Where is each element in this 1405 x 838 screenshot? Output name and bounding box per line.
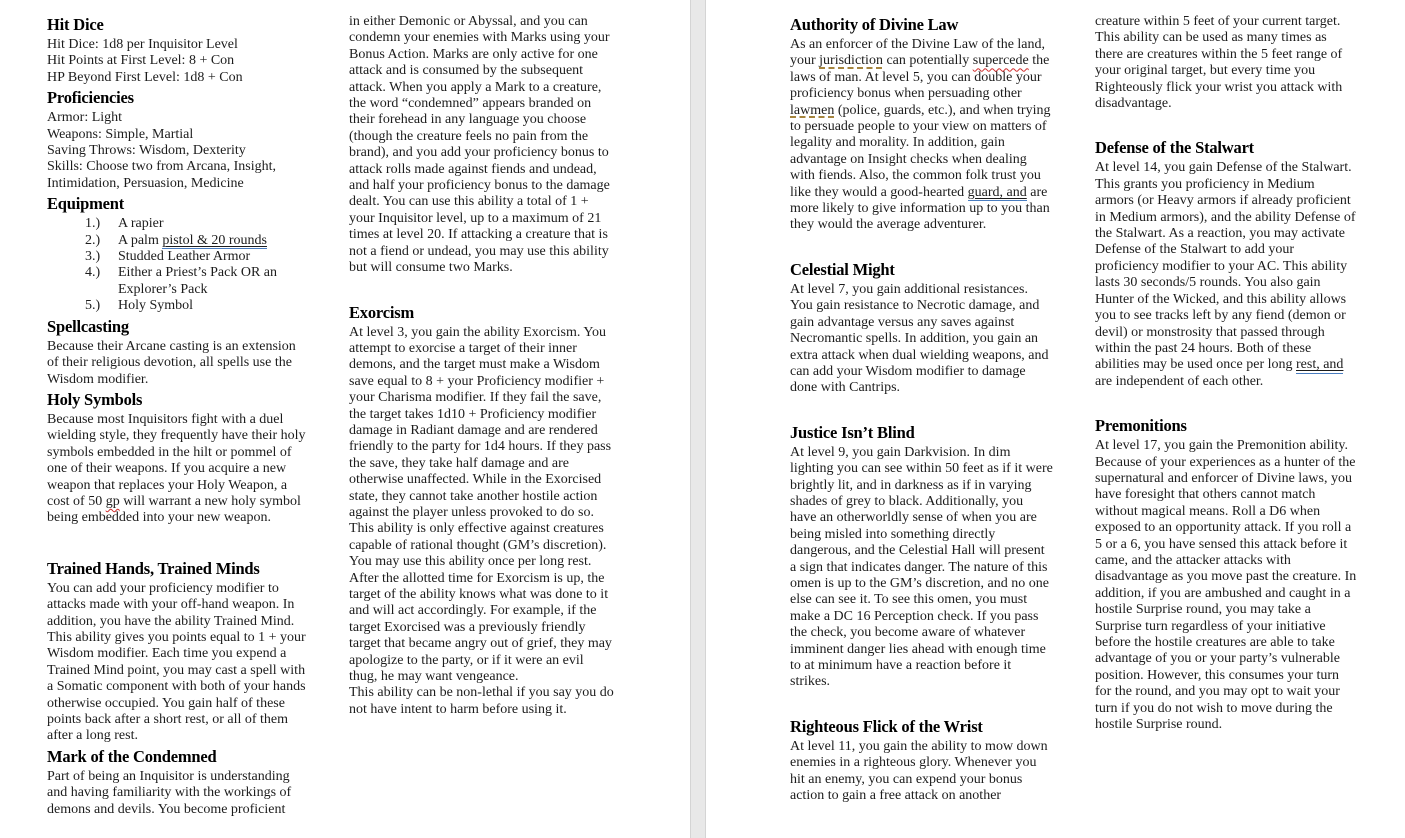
text-run: Because most Inquisitors fight with a duel wielding style, they frequently have their holy symbols embedded in the hilt or pommel of one of their weapons. If you acquire a new weapon that replaces your Holy Weapon, a cost of 50 <box>47 411 306 509</box>
text-run: Armor: Light <box>47 110 123 126</box>
text-run: At level 11, you gain the ability to mow down enemies in a righteous glory. Whenever you hit an enemy, you can expend your bonus action to gain a free attack on another <box>790 738 1048 804</box>
paragraph <box>1095 14 1357 112</box>
paragraph <box>1095 438 1357 733</box>
section-heading: Hit Dice <box>47 15 104 34</box>
list-number: 5.) <box>85 298 101 314</box>
text-run: Holy Symbol <box>118 298 194 314</box>
text-run: At level 7, you gain additional resistances. You gain resistance to Necrotic damage, and gain advantage versus any saves against Necromantic spells. In addition, you gain an extra attack when dual wielding weapons, and can add your Wisdom modifier to damage done with Cantrips. <box>790 281 1049 396</box>
section-heading: Premonitions <box>1095 416 1187 436</box>
paragraph <box>790 282 1053 397</box>
section-heading: Justice Isn’t Blind <box>790 422 915 442</box>
section-heading: Spellcasting <box>47 316 129 336</box>
text-run: HP Beyond First Level: 1d8 + Con <box>47 69 243 85</box>
spacer <box>790 691 1053 715</box>
equipment-list <box>47 216 310 314</box>
paragraph <box>47 769 310 818</box>
paragraph <box>47 143 310 159</box>
grammar-underline: pistol & 20 rounds <box>162 232 267 248</box>
spellcheck-underline: supercede <box>972 53 1029 69</box>
list-item-text <box>118 265 310 298</box>
list-item-text <box>118 233 310 249</box>
paragraph <box>47 412 310 527</box>
paragraph <box>790 37 1053 234</box>
text-run: This ability can be non-lethal if you say you do not have intent to harm before using it. <box>349 685 614 717</box>
paragraph <box>47 127 310 143</box>
equipment-list-item <box>47 233 310 249</box>
section-heading: Authority of Divine Law <box>790 15 959 34</box>
text-run: At level 14, you gain Defense of the Stalwart. This grants you proficiency in Medium armors (or Heavy armors if already proficient in Medium armors), and the ability Defense of the Stalwart. As a reaction, you may activate Defense of the Stalwart to add your proficiency modifier to your AC. This ability lasts 30 seconds/5 rounds. You also gain Hunter of the Wicked, and this ability allows you to see tracks left by any fiend (demon or devil) or monstrosity that passed through within the past 24 hours. Both of these abilities may be used once per long <box>1095 160 1356 373</box>
paragraph <box>349 14 614 277</box>
section-heading: Exorcism <box>349 302 415 322</box>
paragraph <box>47 110 310 126</box>
spellcheck-underline: gp <box>105 493 120 509</box>
text-run: Either a Priest’s Pack OR an Explorer’s Pack <box>118 265 278 297</box>
list-number: 2.) <box>85 232 101 248</box>
text-run: Hit Points at First Level: 8 + Con <box>47 53 235 69</box>
text-run: (police, guards, etc.), and when trying to persuade people to your view on matters of legality and morality. In addition, gain advantage on Insight checks when dealing with fiends. Also, the common folk trust you like they would a good-hearted <box>790 102 1051 200</box>
paragraph <box>47 37 310 53</box>
grammar-underline: guard, and <box>967 184 1027 200</box>
paragraph <box>47 159 310 192</box>
paragraph <box>790 739 1053 805</box>
paragraph <box>349 325 614 686</box>
spacer <box>1095 112 1357 136</box>
text-run: As an enforcer of the Divine Law of the land, your <box>790 37 1046 69</box>
list-item-text <box>118 298 310 314</box>
paragraph <box>47 581 310 745</box>
page-1-column-1[interactable] <box>47 13 310 818</box>
text-run: are more likely to give information up to you than they would the average adventurer. <box>790 184 1050 233</box>
text-run: At level 3, you gain the ability Exorcism. You attempt to exorcise a target of their inner demons, and the target must make a Wisdom save equal to 8 + your Proficiency modifier + your Charisma modifier. If they fail the save, the target takes 1d10 + Proficiency modifier damage in Radiant damage and are rendered friendly to the party for 1d4 hours. If they pass the save, they take half damage and are otherwise unaffected. While in the Exorcised state, they cannot take another hostile action against the player unless provoked to do so. This ability is only effective against creatures capable of rational thought (GM’s discretion). You may use this ability once per long rest. After the allotted time for Exorcism is up, the target of the ability knows what was done to it and will act accordingly. For example, if the target Exorcised was a previously friendly target that became angry out of grief, they may apologize to the party, or if it were an evil thug, he may want vengeance. <box>349 324 612 685</box>
text-run: A rapier <box>118 216 164 232</box>
text-run: in either Demonic or Abyssal, and you can condemn your enemies with Marks using your Bonus Action. Marks are only active for one attack and is consumed by the subsequent attack. When you apply a Mark to a creature, the word “condemned” appears branded on their forehead in any language you choose (though the creature feels no pain from the brand), and you add your proficiency bonus to attack rolls made against fiends and undead, and half your proficiency bonus to the damage dealt. You can use this ability a total of 1 + your Inquisitor level, up to a maximum of 21 times at level 20. If attacking a creature that is not a fiend or undead, you may use this ability but will consume two Marks. <box>349 14 610 276</box>
text-run: You can add your proficiency modifier to attacks made with your off-hand weapon. In addition, you have the ability Trained Mind. This ability gives you points equal to 1 + your Wisdom modifier. Each time you expend a Trained Mind point, you may cast a spell with a Somatic component with both of your hands otherwise occupied. You gain half of these points back after a short rest, or all of them after a long rest. <box>47 580 306 744</box>
spacer <box>349 277 614 301</box>
list-item-text <box>118 216 310 232</box>
list-number: 1.) <box>85 216 101 232</box>
section-heading: Celestial Might <box>790 259 895 279</box>
section-heading: Proficiencies <box>47 88 134 108</box>
spacer <box>790 234 1053 258</box>
paragraph <box>1095 160 1357 390</box>
list-item-text <box>118 249 310 265</box>
text-run: A palm <box>118 232 163 248</box>
section-heading: Trained Hands, Trained Minds <box>47 558 260 578</box>
text-run: Hit Dice: 1d8 per Inquisitor Level <box>47 37 238 52</box>
text-run: can potentially <box>882 53 973 69</box>
page-divider <box>690 0 706 838</box>
text-run: Saving Throws: Wisdom, Dexterity <box>47 143 246 159</box>
spacer <box>1095 390 1357 414</box>
equipment-list-item <box>47 216 310 232</box>
page-2-column-1[interactable] <box>790 13 1053 804</box>
section-heading: Mark of the Condemned <box>47 746 217 766</box>
text-run: are independent of each other. <box>1095 373 1264 389</box>
style-suggestion-underline: lawmen <box>790 102 835 118</box>
section-heading: Defense of the Stalwart <box>1095 138 1254 158</box>
text-run: At level 9, you gain Darkvision. In dim lighting you can see within 50 feet as if it were brightly lit, and in darkness as if in varying shades of grey to black. Additionally, you have an otherworldly sense of when you are being misled into something directly dangerous, and the Celestial Hall will present a sign that indicates danger. The nature of this omen is up to the GM’s discretion, and no one else can see it. To see this omen, you must make a DC 16 Perception check. If you pass the check, you become aware of whatever imminent danger lies ahead with enough time to at minimum have a reaction before it strikes. <box>790 444 1053 690</box>
text-run: At level 17, you gain the Premonition ability. Because of your experiences as a hunter of the supernatural and enforcer of Divine laws, you have foresight that others cannot match without magical means. Roll a D6 when exposed to an opportunity attack. If you roll a 5 or a 6, you have sensed this attack before it came, and the attacker attacks with disadvantage as you move past the creature. In addition, if you are ambushed and caught in a hostile Surprise round, you may take a Surprise turn regardless of your initiative before the hostile creatures are able to take advantage of you or your party’s vulnerable position. However, this consumes your turn for the round, and you may opt to wait your turn if you do not wish to move during the hostile Surprise round. <box>1095 438 1357 733</box>
text-run: creature within 5 feet of your current target. This ability can be used as many times as there are creatures within the 5 feet range of your original target, but every time you Righteously flick your wrist you attack with disadvantage. <box>1095 14 1343 112</box>
equipment-list-item <box>47 298 310 314</box>
text-run: Skills: Choose two from Arcana, Insight, Intimidation, Persuasion, Medicine <box>47 159 277 191</box>
list-number: 4.) <box>85 265 101 281</box>
section-heading: Equipment <box>47 194 125 214</box>
spacer <box>790 397 1053 421</box>
equipment-list-item <box>47 265 310 298</box>
page-2-column-2[interactable] <box>1095 14 1357 733</box>
page-1-column-2[interactable] <box>349 14 614 718</box>
text-run: will warrant a new holy symbol being embedded into your new weapon. <box>47 493 301 526</box>
paragraph <box>790 445 1053 691</box>
paragraph <box>47 70 310 86</box>
section-heading: Righteous Flick of the Wrist <box>790 716 983 736</box>
text-run: Studded Leather Armor <box>118 249 251 265</box>
spacer <box>47 527 310 557</box>
list-number: 3.) <box>85 249 101 265</box>
text-run: Because their Arcane casting is an extension of their religious devotion, all spells use the Wisdom modifier. <box>47 338 296 387</box>
grammar-underline: rest, and <box>1296 357 1344 373</box>
text-run: Part of being an Inquisitor is understanding and having familiarity with the workings of demons and devils. You become proficient <box>47 768 292 817</box>
text-run: Weapons: Simple, Martial <box>47 126 194 142</box>
style-suggestion-underline: jurisdiction <box>819 53 883 69</box>
section-heading: Holy Symbols <box>47 389 143 409</box>
equipment-list-item <box>47 249 310 265</box>
paragraph <box>349 685 614 718</box>
paragraph <box>47 53 310 69</box>
text-run: the laws of man. At level 5, you can double your proficiency bonus when persuading other <box>790 53 1050 102</box>
paragraph <box>47 339 310 388</box>
